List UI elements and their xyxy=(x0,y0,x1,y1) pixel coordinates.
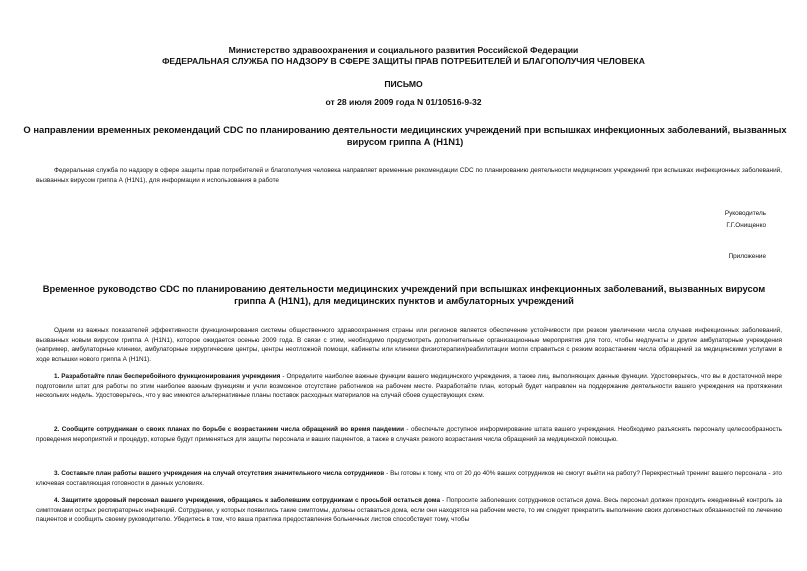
document-title: О направлении временных рекомендаций CDC по планированию деятельности медицинских учреждений при вспышках инфекционных заболеваний, вызванных вирусом гриппа А (H1N1) xyxy=(23,124,787,147)
section-1-heading: 1. Разработайте план бесперебойного функционирования учреждения xyxy=(54,373,281,380)
body-intro-text: Одним из важных показателей эффективности функционирования системы общественного здравоохранения страны или регионов является обеспечение устойчивости при резком увеличении числа случаев инфекционных заболеваний, вызванных новым вирусом гриппа А (H1N1), которое ожидается осенью 2009 года. В связи с этим, необходимо предусмотреть дополнительные организационные мероприятия для того, чтобы медпункты и другие амбулаторные учреждения (например, амбулаторные клиники, амбулаторные хирургические центры, центры неотложной помощи, кабинеты или клиники физиотерапии/реабилитации могли справиться с резким возрастанием числа обращений за медицинскими услугами в ходе вспышки нового гриппа А (H1N1). xyxy=(36,327,782,363)
section-2-heading: 2. Сообщите сотрудникам о своих планах по борьбе с возрастанием числа обращений во время пандемии xyxy=(54,426,405,433)
signature-position: Руководитель xyxy=(724,210,766,217)
section-3-heading: 3. Составьте план работы вашего учреждения на случай отсутствия значительного числа сотрудников xyxy=(54,470,385,477)
section-4 xyxy=(36,496,782,525)
ministry-name: Министерство здравоохранения и социального развития Российской Федерации xyxy=(228,45,579,55)
document-type: ПИСЬМО xyxy=(384,79,423,89)
section-1-text: - Определите наиболее важные функции вашего медицинского учреждения, а также лиц, выполняющих данные функции. Удостоверьтесь, что вы в достаточной мере подготовили штат для работы по этим наиболее важным функциям и учли возможное отсутствие работников на рабочем месте. Разработайте план, который будет направлен на поддержание деятельности вашего учреждения на протяжении нескольких недель. Удостоверьтесь, что у вас имеются альтернативные планы поставок расходных материалов на случай сбоев существующих схем. xyxy=(36,373,782,400)
section-4-heading: 4. Защитите здоровый персонал вашего учреждения, обращаясь к заболевшим сотрудникам с просьбой остаться дома xyxy=(54,497,441,504)
date-number: от 28 июля 2009 года N 01/10516-9-32 xyxy=(325,97,482,107)
service-name: ФЕДЕРАЛЬНАЯ СЛУЖБА ПО НАДЗОРУ В СФЕРЕ ЗАЩИТЫ ПРАВ ПОТРЕБИТЕЛЕЙ И БЛАГОПОЛУЧИЯ ЧЕЛОВЕКА xyxy=(162,56,645,66)
body-intro-paragraph xyxy=(36,326,782,364)
guide-title: Временное руководство CDC по планированию деятельности медицинских учреждений при вспышках инфекционных заболеваний, вызванных вирусом гриппа А (H1N1), для медицинских пунктов и амбулаторных учреждений xyxy=(42,283,766,306)
appendix-label: Приложение xyxy=(728,253,766,260)
intro-paragraph xyxy=(36,166,782,185)
section-2 xyxy=(36,425,782,444)
signature-name: Г.Г.Онищенко xyxy=(726,222,766,229)
section-4-text: - Попросите заболевших сотрудников остаться дома. Весь персонал должен проходить ежедневный контроль за симптомами острых респираторных инфекций. Сотрудники, у которых появились такие симптомы, должны оставаться дома, если они находятся на рабочем месте, то им следует прекратить выполнение своих должностных обязанностей по лечению пациентов и сообщить своему руководителю. Убедитесь в том, что ваша практика предоставления больничных листов способствует тому, чтобы xyxy=(36,497,782,524)
section-3-text: - Вы готовы к тому, что от 20 до 40% ваших сотрудников не смогут выйти на работу? Перекрестный тренинг вашего персонала - это ключевая составляющая готовности в данных условиях. xyxy=(36,470,782,487)
section-2-text: - обеспечьте доступное информирование штата вашего учреждения. Необходимо разъяснять персоналу целесообразность проведения мероприятий и процедур, которые будут применяться для защиты персонала и ваших пациентов, а также в случаях резкого возрастания числа обращений за медицинской помощью. xyxy=(36,426,782,443)
intro-text: Федеральная служба по надзору в сфере защиты прав потребителей и благополучия человека направляет временные рекомендации CDC по планированию деятельности медицинских учреждений при вспышках инфекционных заболеваний, вызванных вирусом гриппа А (H1N1), для информации и использования в работе xyxy=(36,167,782,184)
section-1 xyxy=(36,372,782,401)
section-3 xyxy=(36,469,782,488)
